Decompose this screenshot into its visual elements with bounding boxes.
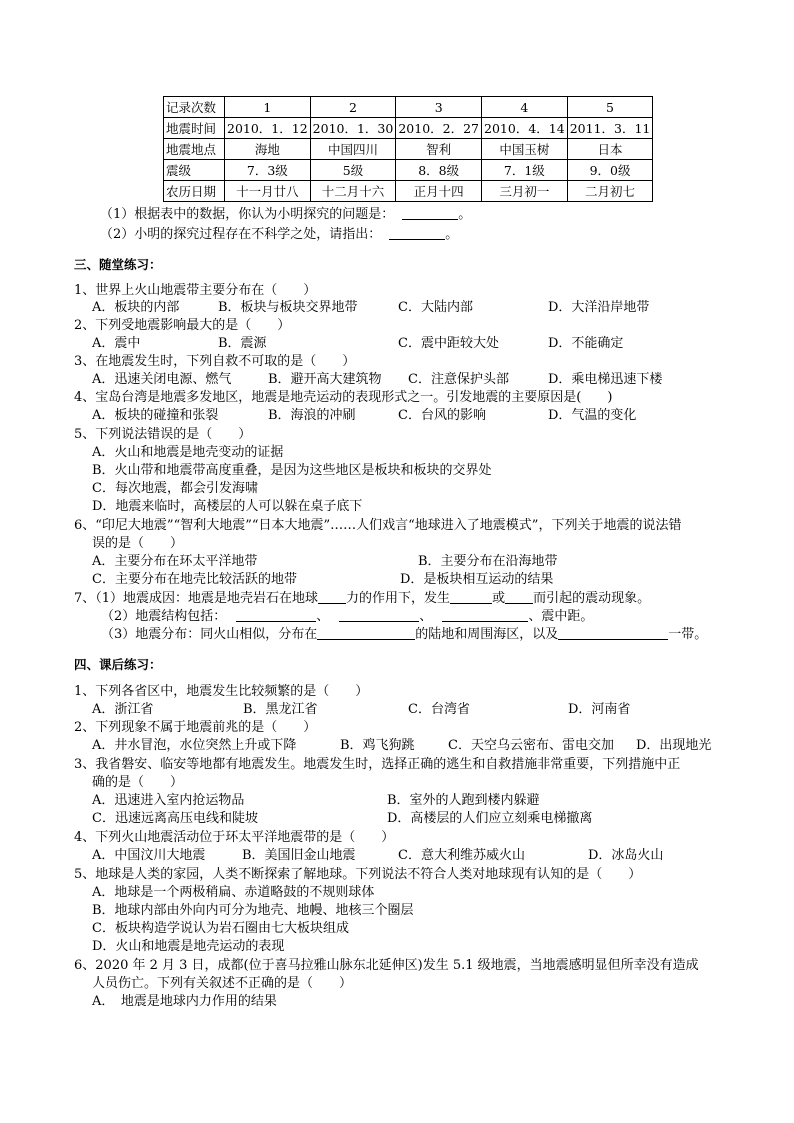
s4-q5-option-d: D．火山和地震是地壳运动的表现	[92, 939, 285, 954]
answer-blank[interactable]	[505, 590, 533, 604]
s4-q6-stem-cont: 人员伤亡。下列有关叙述不正确的是（ ）	[92, 976, 353, 991]
table-cell: 正月十四	[396, 181, 482, 202]
table-cell: 三月初一	[482, 181, 568, 202]
s3-q4-option-a: A．板块的碰撞和张裂	[92, 408, 219, 423]
s4-q5-stem: 5、地球是人类的家园，人类不断探索了解地球。下列说法不符合人类对地球现有认知的是（ ）	[74, 867, 642, 882]
s4-q2-option-d: D．出现地光	[636, 738, 712, 753]
intro-question-2: （2）小明的探究过程存在不科学之处，请指出： 。	[100, 227, 459, 242]
s4-q3-option-d: D．高楼层的人们应立刻乘电梯撤离	[387, 811, 593, 826]
s3-q1-option-d: D．大洋沿岸地带	[548, 300, 650, 315]
s3-q2-option-a: A．震中	[92, 336, 141, 351]
s3-q5-option-b: B．火山带和地震带高度重叠，是因为这些地区是板块和板块的交界处	[92, 463, 492, 478]
s4-q4-option-d: D．冰岛火山	[588, 848, 664, 863]
s3-q1-option-c: C．大陆内部	[398, 300, 473, 315]
s3-q5-option-d: D．地震来临时，高楼层的人可以躲在桌子底下	[92, 499, 363, 514]
s3-q3-option-a: A．迅速关闭电源、燃气	[92, 372, 232, 387]
table-cell: 海地	[225, 139, 311, 160]
answer-blank[interactable]	[402, 206, 458, 220]
s4-q2-option-c: C．天空乌云密布、雷电交加	[448, 738, 614, 753]
table-row	[164, 160, 653, 181]
table-cell: 二月初七	[567, 181, 653, 202]
s3-q1-stem: 1、世界上火山地震带主要分布在（ ）	[74, 283, 317, 298]
s4-q2-option-a: A．井水冒泡，水位突然上升或下降	[92, 738, 297, 753]
row-header-cell: 农历日期	[164, 181, 225, 202]
s3-q1-option-a: A．板块的内部	[92, 300, 180, 315]
table-cell: 智利	[396, 139, 482, 160]
s3-q1-option-b: B．板块与板块交界地带	[218, 300, 358, 315]
table-cell: 8．8级	[396, 160, 482, 181]
s3-q3-option-b: B．避开高大建筑物	[268, 372, 382, 387]
s3-q7-part2: （2）地震结构包括： 、 、 、震中距。	[101, 609, 594, 624]
s3-q6-stem-cont: 误的是（ ）	[92, 536, 184, 551]
table-cell: 2010．1．12	[225, 118, 311, 139]
s4-q4-option-c: C．意大利维苏威火山	[398, 848, 525, 863]
table-cell: 7．3级	[225, 160, 311, 181]
s4-q3-stem-cont: 确的是（ ）	[92, 775, 184, 790]
s3-q2-option-b: B．震源	[218, 336, 267, 351]
s4-q3-option-a: A．迅速进入室内抢运物品	[92, 793, 245, 808]
table-cell: 中国四川	[310, 139, 396, 160]
table-cell: 1	[225, 97, 311, 118]
s3-q6-option-b: B．主要分布在沿海地带	[418, 554, 558, 569]
s4-q1-option-c: C．台湾省	[408, 702, 470, 717]
s4-q3-stem: 3、我省磐安、临安等地都有地震发生。地震发生时，选择正确的逃生和自救措施非常重要，下列措施中正	[74, 757, 681, 772]
s4-q5-option-a: A．地球是一个两极稍扁、赤道略鼓的不规则球体	[92, 885, 375, 900]
s3-q2-option-d: D．不能确定	[548, 336, 624, 351]
table-cell: 十二月十六	[310, 181, 396, 202]
table-cell: 3	[396, 97, 482, 118]
table-row	[164, 97, 653, 118]
s3-q6-stem: 6、“印尼大地震”“智利大地震”“日本大地震”……人们戏言“地球进入了地震模式”，下列关于地震的说法错	[74, 518, 682, 533]
table-cell: 2	[310, 97, 396, 118]
answer-blank[interactable]	[317, 626, 415, 640]
table-row	[164, 181, 653, 202]
s3-q5-option-c: C．每次地震，都会引发海啸	[92, 481, 258, 496]
s4-q1-option-d: D．河南省	[568, 702, 631, 717]
s3-q2-option-c: C．震中距较大处	[398, 336, 499, 351]
table-cell: 5	[567, 97, 653, 118]
s4-q5-option-b: B．地球内部由外向内可分为地壳、地幔、地核三个圈层	[92, 903, 414, 918]
earthquake-record-table	[163, 96, 653, 202]
s4-q3-option-c: C．迅速远离高压电线和陡坡	[92, 811, 258, 826]
section-3-title: 三、随堂练习：	[74, 257, 162, 272]
s4-q1-option-b: B．黑龙江省	[243, 702, 318, 717]
s3-q3-stem: 3、在地震发生时，下列自救不可取的是（ ）	[74, 354, 356, 369]
s4-q4-stem: 4、下列火山地震活动位于环太平洋地震带的是（ ）	[74, 830, 395, 845]
s4-q3-option-b: B．室外的人跑到楼内躲避	[387, 793, 540, 808]
table-cell: 十一月廿八	[225, 181, 311, 202]
row-header-cell: 地震时间	[164, 118, 225, 139]
s3-q7-part3: （3）地震分布：同火山相似，分布在 的陆地和周围海区，以及 一带。	[101, 627, 708, 642]
table-cell: 2010．2．27	[396, 118, 482, 139]
row-header-cell: 地震地点	[164, 139, 225, 160]
s3-q3-option-d: D．乘电梯迅速下楼	[548, 372, 663, 387]
s3-q2-stem: 2、下列受地震影响最大的是（ ）	[74, 318, 291, 333]
s4-q2-option-b: B．鸡飞狗跳	[340, 738, 415, 753]
s3-q4-option-c: C．台风的影响	[398, 408, 486, 423]
s3-q5-option-a: A．火山和地震是地壳变动的证据	[92, 445, 284, 460]
s4-q5-option-c: C．板块构造学说认为岩石圈由七大板块组成	[92, 921, 349, 936]
s3-q7-part1: 7、（1）地震成因：地震是地壳岩石在地球 力的作用下，发生 或 而引起的震动现象。	[74, 591, 651, 606]
answer-blank[interactable]	[558, 626, 668, 640]
s3-q3-option-c: C．注意保护头部	[408, 372, 509, 387]
s4-q4-option-a: A．中国汶川大地震	[92, 848, 206, 863]
s4-q1-stem: 1、下列各省区中，地震发生比较频繁的是（ ）	[74, 684, 369, 699]
s4-q4-option-b: B．美国旧金山地震	[242, 848, 356, 863]
row-header-cell: 震级	[164, 160, 225, 181]
s3-q5-stem: 5、下列说法错误的是（ ）	[74, 427, 252, 442]
s4-q6-option-a: A． 地震是地球内力作用的结果	[92, 994, 277, 1009]
table-row	[164, 139, 653, 160]
table-row	[164, 118, 653, 139]
table-cell: 4	[482, 97, 568, 118]
s4-q1-option-a: A．浙江省	[92, 702, 154, 717]
table-cell: 9．0级	[567, 160, 653, 181]
answer-blank[interactable]	[450, 590, 492, 604]
table-cell: 5级	[310, 160, 396, 181]
table-cell: 7．1级	[482, 160, 568, 181]
answer-blank[interactable]	[318, 590, 346, 604]
s3-q6-option-a: A．主要分布在环太平洋地带	[92, 554, 258, 569]
s4-q2-stem: 2、下列现象不属于地震前兆的是（ ）	[74, 720, 317, 735]
table-cell: 2010．1．30	[310, 118, 396, 139]
table-cell: 2011．3．11	[567, 118, 653, 139]
s3-q6-option-c: C．主要分布在地壳比较活跃的地带	[92, 572, 297, 587]
table-cell: 中国玉树	[482, 139, 568, 160]
answer-blank[interactable]	[442, 608, 528, 622]
answer-blank[interactable]	[236, 608, 316, 622]
answer-blank[interactable]	[339, 608, 419, 622]
s3-q4-option-b: B．海浪的冲刷	[268, 408, 356, 423]
s3-q4-option-d: D．气温的变化	[548, 408, 637, 423]
answer-blank[interactable]	[389, 226, 445, 240]
s4-q6-stem: 6、2020 年 2 月 3 日，成都(位于喜马拉雅山脉东北延伸区)发生 5.1 级地震，当地震感明显但所幸没有造成	[74, 958, 699, 973]
intro-question-1: （1）根据表中的数据，你认为小明探究的问题是： 。	[100, 207, 472, 222]
section-4-title: 四、课后练习：	[74, 657, 162, 672]
s3-q4-stem: 4、宝岛台湾是地震多发地区，地震是地壳运动的表现形式之一。引发地震的主要原因是( )	[74, 390, 613, 405]
table-cell: 日本	[567, 139, 653, 160]
table-cell: 2010．4．14	[482, 118, 568, 139]
row-header-cell: 记录次数	[164, 97, 225, 118]
s3-q6-option-d: D．是板块相互运动的结果	[400, 572, 554, 587]
